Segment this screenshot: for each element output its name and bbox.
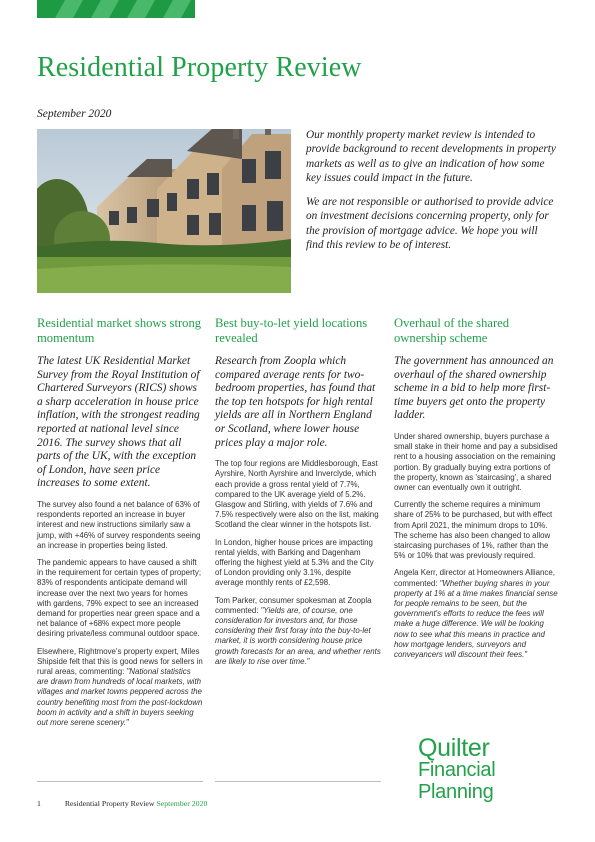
intro-paragraph: We are not responsible or authorised to provide advice on investment decisions concerning property, only for the provision of mortgage advice. We hope you will find this review to be of interest. [306, 196, 554, 252]
article-paragraph: The pandemic appears to have caused a shift in the requirement for certain types of property; 83% of respondents anticipate demand will increase over the next two years for homes with gardens, 79% expect to see an increased demand for properties near green space and a net balance of +68% expect more people desiring private/less communal outdoor space. [37, 557, 202, 639]
terraced-houses-photo [37, 129, 291, 293]
article-lead: Research from Zoopla which compared average rents for two-bedroom properties, has found that the top ten hotspots for high rental yields are all in Northern England or Scotland, where lower house prices play a major role. [215, 355, 376, 449]
column-divider [215, 781, 381, 782]
article-lead: The latest UK Residential Market Survey from the Royal Institution of Chartered Surveyors (RICS) shows a sharp acceleration in house price inflation, with the strongest reading reported at national level since 2016. The survey shows that all parts of the UK, with the exception of London, have seen price increases to some extent. [37, 355, 200, 490]
article-heading: Best buy-to-let yield locations revealed [215, 316, 368, 345]
logo-line: Planning [418, 781, 494, 803]
footer-doc-title: Residential Property Review [64, 799, 155, 808]
intro-paragraph: Our monthly property market review is intended to provide background to recent developments in property markets as well as to give an indication of how some key issues could impact in the future. [306, 129, 556, 184]
page-title: Residential Property Review [37, 52, 362, 83]
article-quote-paragraph [37, 647, 203, 729]
logo-line: Quilter [418, 734, 490, 762]
quote: "National statistics are drawn from hundreds of local markets, with villages and market towns peppered across the country benefiting most from the post-lockdown boom in activity and a shift in buyers seeking out more serene scenery." [37, 666, 203, 727]
quilter-logo [418, 734, 568, 803]
article-paragraph: The survey also found a net balance of 63% of respondents reported an increase in buyer interest and new instructions similarly saw a jump, with +46% of survey respondents seeing an increase in properties being listed. [37, 499, 201, 550]
issue-date: September 2020 [37, 108, 112, 120]
column-divider [37, 781, 203, 782]
article-paragraph: The top four regions are Middlesborough, East Ayrshire, North Ayrshire and Inverclyde, which each provide a gross rental yield of 7.7%, compared to the UK average yield of 5.2%. Glasgow and Stirling, with yields of 7.6% and 7.5% respectively were also on the list, making Scotland the clear winner in the hotspots list. [215, 459, 379, 530]
intro-text [306, 128, 558, 262]
article-paragraph: In London, higher house prices are impacting rental yields, with Barking and Dagenham offering the highest yield at 5.3% and the City of London providing only 3.1%, despite average monthly rents of £2,598. [215, 537, 374, 588]
quote-intro: Elsewhere, Rightmove's property expert, Miles Shipside felt that this is good news for sellers in rural areas, commenting: [37, 646, 203, 676]
article-heading: Overhaul of the shared ownership scheme [394, 316, 510, 345]
quote-intro: Angela Kerr, director at Homeowners Alliance, commented: [394, 568, 555, 588]
article-column [215, 316, 381, 674]
article-column [394, 316, 560, 667]
footer-month: September 2020 [156, 799, 208, 808]
article-column [37, 316, 203, 735]
header-decoration [37, 0, 195, 18]
article-paragraph: Under shared ownership, buyers purchase a small stake in their home and pay a subsidised rent to a housing association on the remaining portion. By gradually buying extra portions of the property, known as 'staircasing', a shared owner can eventually own it outright. [394, 431, 558, 492]
article-quote-paragraph [215, 596, 381, 667]
quote-intro: Tom Parker, consumer spokesman at Zoopla commented: [215, 595, 372, 615]
page-footer [37, 799, 207, 808]
quote: "Yields are, of course, one consideration for investors and, for those considering their first foray into the buy-to-let market, it is worth considering house price growth forecasts for an area, and whether rents are likely to rise over time." [215, 605, 381, 666]
article-lead: The government has announced an overhaul of the shared ownership scheme in a bid to help more first-time buyers get onto the property ladder. [394, 355, 554, 422]
logo-line: Financial [418, 759, 496, 781]
article-heading: Residential market shows strong momentum [37, 316, 202, 345]
article-quote-paragraph [394, 568, 560, 660]
quote: "Whether buying shares in your property at 1% at a time makes financial sense for people remains to be seen, but the government's efforts to reduce the fees will make a huge difference. We will be looking now to see what this means in practice and how mortgage lenders, surveyors and conveyancers will discount their fees." [394, 578, 558, 660]
page-number: 1 [37, 799, 41, 808]
article-paragraph: Currently the scheme requires a minimum share of 25% to be purchased, but with effect from April 2021, the minimum drops to 10%. The scheme has also been changed to allow staircasing purchases of 1%, rather than the 5% or 10% that was previously required. [394, 500, 553, 561]
